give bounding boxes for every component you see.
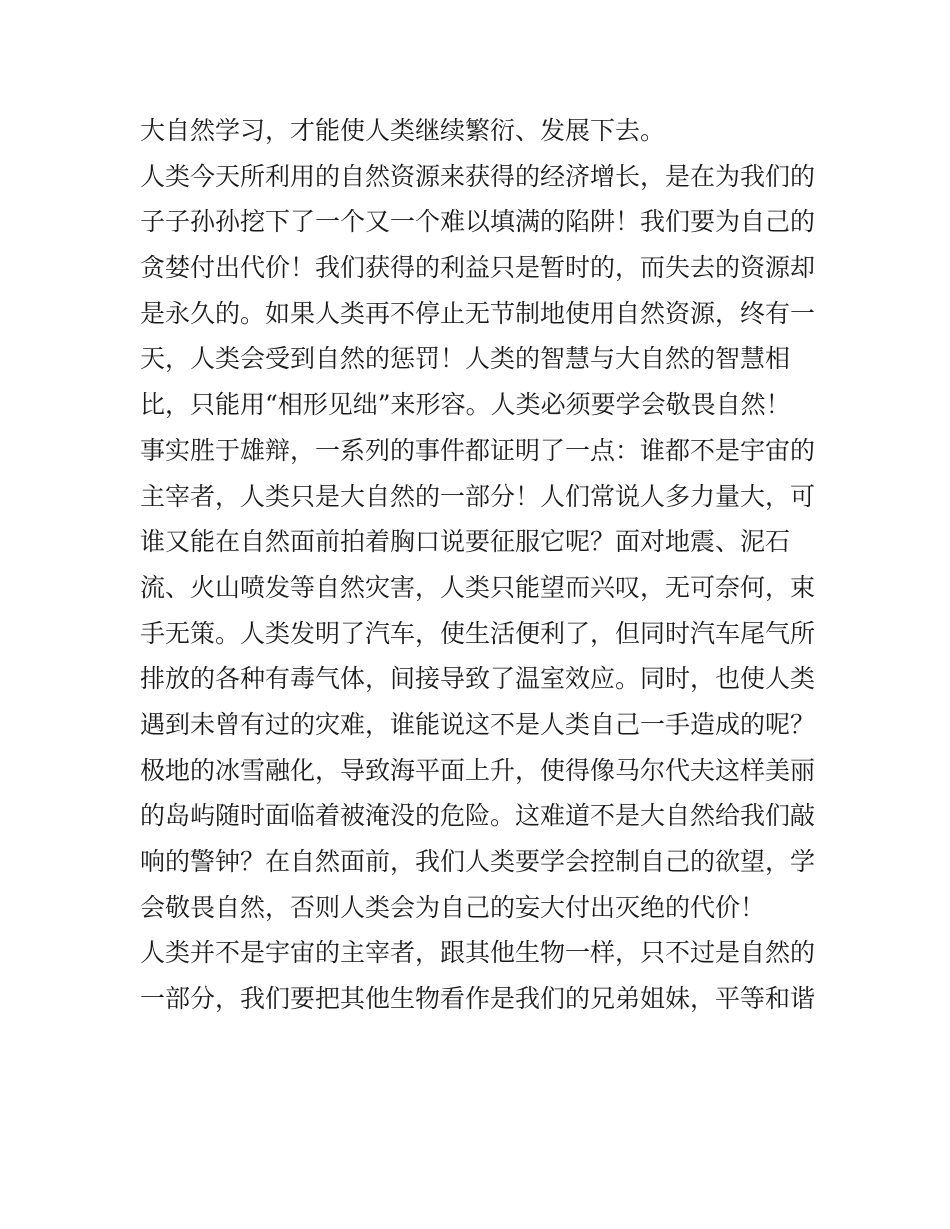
text-line: 会敬畏自然，否则人类会为自己的妄大付出灭绝的代价！ xyxy=(140,892,766,922)
text-line: 比，只能用“相形见绌”来形容。人类必须要学会敬畏自然！ xyxy=(140,390,791,420)
text-line: 一部分，我们要把其他生物看作是我们的兄弟姐妹，平等和谐 xyxy=(140,984,816,1014)
text-line: 排放的各种有毒气体，间接导致了温室效应。同时，也使人类 xyxy=(140,664,816,694)
text-line: 主宰者，人类只是大自然的一部分！人们常说人多力量大，可 xyxy=(140,481,816,511)
text-line: 遇到未曾有过的灾难，谁能说这不是人类自己一手造成的呢？ xyxy=(140,709,816,739)
text-line: 人类并不是宇宙的主宰者，跟其他生物一样，只不过是自然的 xyxy=(140,938,816,968)
text-line: 大自然学习，才能使人类继续繁衍、发展下去。 xyxy=(140,116,666,145)
text-line: 的岛屿随时面临着被淹没的危险。这难道不是大自然给我们敲 xyxy=(140,801,816,831)
text-line: 贪婪付出代价！我们获得的利益只是暂时的，而失去的资源却 xyxy=(140,253,816,283)
text-line: 子子孙孙挖下了一个又一个难以填满的陷阱！我们要为自己的 xyxy=(140,207,816,237)
text-line: 流、火山喷发等自然灾害，人类只能望而兴叹，无可奈何，束 xyxy=(140,572,816,602)
text-line: 响的警钟？在自然面前，我们人类要学会控制自己的欲望，学 xyxy=(140,847,816,876)
text-line: 是永久的。如果人类再不停止无节制地使用自然资源，终有一 xyxy=(140,298,816,328)
text-line: 事实胜于雄辩，一系列的事件都证明了一点：谁都不是宇宙的 xyxy=(140,435,816,465)
text-line: 谁又能在自然面前拍着胸口说要征服它呢？面对地震、泥石 xyxy=(140,527,791,557)
text-line: 人类今天所利用的自然资源来获得的经济增长，是在为我们的 xyxy=(140,161,816,191)
text-line: 手无策。人类发明了汽车，使生活便利了，但同时汽车尾气所 xyxy=(140,618,816,648)
text-line: 天，人类会受到自然的惩罚！人类的智慧与大自然的智慧相 xyxy=(140,344,791,374)
body-text xyxy=(140,108,820,1022)
text-line: 极地的冰雪融化，导致海平面上升，使得像马尔代夫这样美丽 xyxy=(140,755,816,785)
